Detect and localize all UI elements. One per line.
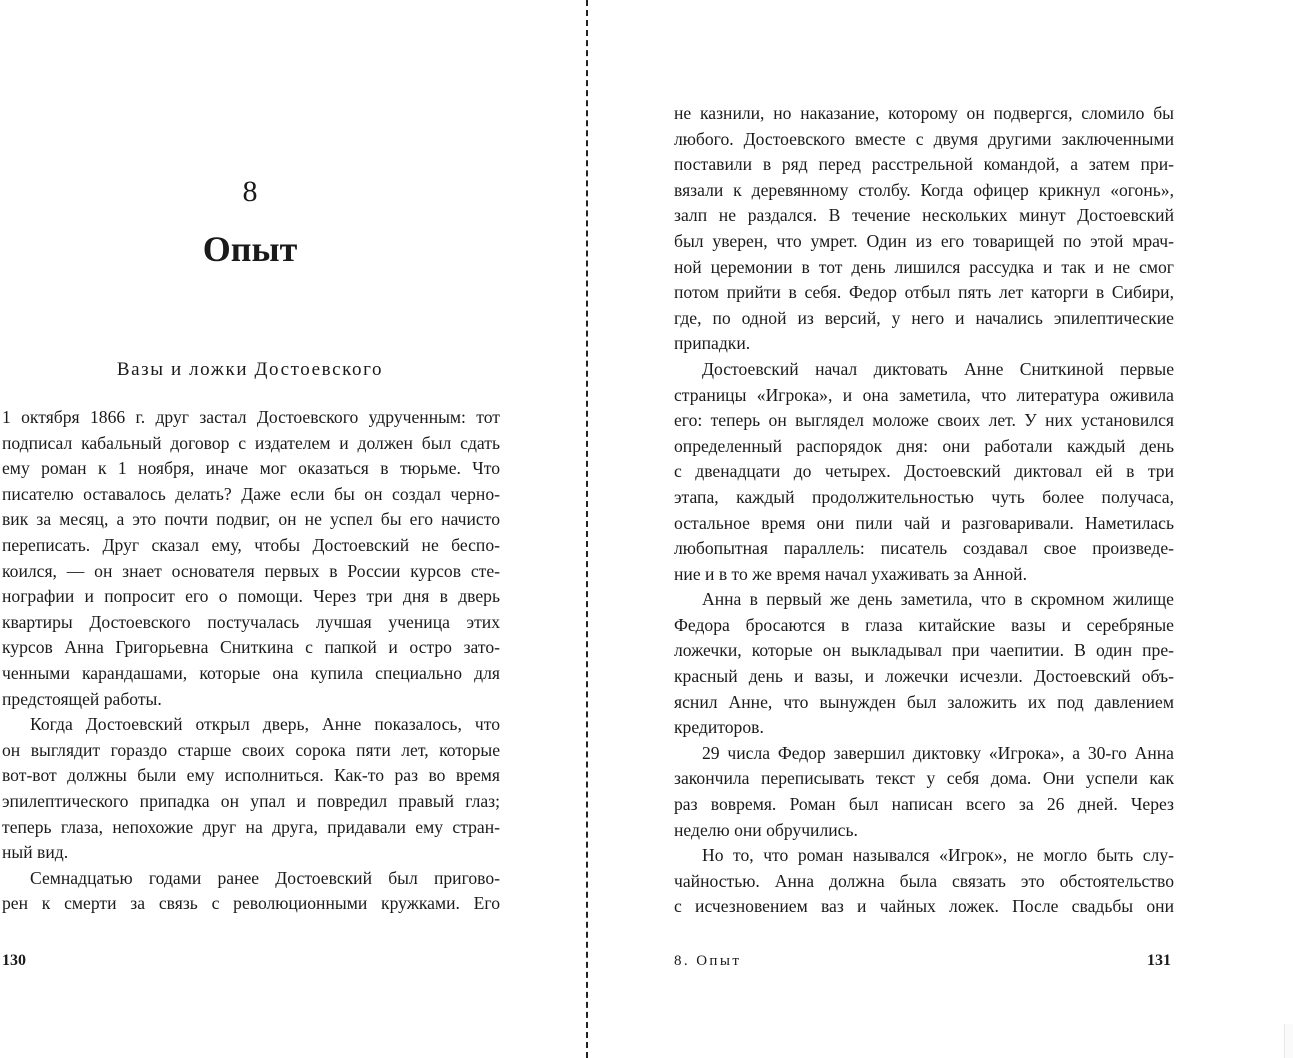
page-number-right: 131	[1147, 952, 1171, 969]
text-line: любого. Достоевского вместе с двумя другими заключенными	[674, 128, 1174, 149]
text-line: с двенадцати до четырех. Достоевский диктовал ей в три	[674, 461, 1174, 482]
text-line: залп не раздался. В течение нескольких минут Достоевский	[674, 205, 1174, 226]
text-line: ложечки, которые он выкладывал при чаепитии. В один пре-	[674, 640, 1174, 661]
text-line: был уверен, что умрет. Один из его товарищей по этой мрач-	[674, 230, 1174, 251]
text-line: раз вовремя. Роман был написан всего за 26 дней. Через	[674, 794, 1174, 815]
chapter-title: Опыт	[202, 229, 298, 269]
text-line: ему роман к 1 ноября, иначе мог оказаться в тюрьме. Что	[2, 458, 500, 479]
text-line: яснил Анне, что вынужден был заложить их под давлением	[674, 691, 1174, 712]
text-line: ный вид.	[2, 842, 69, 863]
chapter-number: 8	[242, 175, 258, 208]
text-line: подписал кабальный договор с издателем и должен был сдать	[2, 432, 500, 453]
text-line: припадки.	[674, 333, 751, 354]
section-title: Вазы и ложки Достоевского	[116, 359, 384, 380]
text-line: любопытная параллель: писатель создавал свое произведе-	[674, 538, 1174, 559]
text-line: теперь глаза, непохожие друг на друга, придавали ему стран-	[2, 816, 500, 837]
text-line: кредиторов.	[674, 717, 764, 738]
text-line: Анна в первый же день заметила, что в скромном жилище	[702, 589, 1174, 610]
text-line: остальное время они пили чай и разговаривали. Наметилась	[674, 512, 1174, 533]
text-line: переписать. Друг сказал ему, чтобы Достоевский не беспо-	[2, 534, 500, 555]
text-line: рен к смерти за связь с революционными кружками. Его	[2, 893, 500, 914]
text-line: он выглядит гораздо старше своих сорока пяти лет, которые	[2, 739, 500, 760]
right-body-text	[674, 101, 1174, 920]
text-line: ченными карандашами, которые она купила специально для	[2, 662, 500, 683]
text-line: Федора бросаются в глаза китайские вазы и серебряные	[674, 614, 1174, 635]
text-line: вот-вот должны были ему исполниться. Как-то раз во время	[2, 765, 500, 786]
text-line: ной церемонии в тот день лишился рассудка и так и не смог	[674, 256, 1174, 277]
text-line: не казнили, но наказание, которому он подвергся, сломило бы	[674, 103, 1174, 123]
text-line: красный день и вазы, и ложечки исчезли. Достоевский объ-	[674, 666, 1174, 687]
text-line: коился, — он знает основателя первых в России курсов сте-	[2, 560, 500, 581]
text-line: определенный распорядок дня: они работали каждый день	[674, 435, 1174, 456]
text-line: ние и в то же время начал ухаживать за Анной.	[674, 563, 1027, 584]
text-line: этапа, каждый продолжительностью чуть более получаса,	[674, 486, 1174, 507]
text-line: чайностью. Анна должна была связать это обстоятельство	[674, 870, 1174, 891]
text-line: 29 числа Федор завершил диктовку «Игрока», а 30-го Анна	[702, 742, 1174, 763]
text-line: Достоевский начал диктовать Анне Сниткиной первые	[702, 358, 1174, 379]
text-line: его: теперь он выглядел моложе своих лет. У них установился	[674, 410, 1174, 431]
text-line: неделю они обручились.	[674, 819, 858, 840]
text-line: нографии и попросит его о помощи. Через три дня в дверь	[2, 586, 500, 607]
text-line: закончила переписывать текст у себя дома. Они успели как	[674, 768, 1174, 789]
text-line: 1 октября 1866 г. друг застал Достоевского удрученным: тот	[2, 407, 500, 427]
text-line: с исчезновением ваз и чайных ложек. После свадьбы они	[674, 896, 1174, 917]
text-line: вик за месяц, а это почти подвиг, он не успел бы его начисто	[2, 509, 500, 530]
page-number-left: 130	[2, 952, 26, 969]
scroll-edge	[1284, 1024, 1293, 1058]
text-line: Когда Достоевский открыл дверь, Анне показалось, что	[30, 714, 500, 735]
left-page	[0, 0, 586, 1058]
text-line: страницы «Игрока», и она заметила, что литература оживила	[674, 384, 1174, 405]
text-line: вязали к деревянному столбу. Когда офицер крикнул «огонь»,	[674, 179, 1174, 200]
left-body-text	[2, 405, 500, 917]
text-line: поставили в ряд перед расстрельной командой, а затем при-	[674, 154, 1174, 175]
text-line: предстоящей работы.	[2, 688, 162, 709]
text-line: Но то, что роман назывался «Игрок», не могло быть слу-	[702, 845, 1174, 866]
text-line: курсов Анна Григорьевна Сниткина с папкой и остро зато-	[2, 637, 500, 658]
text-line: писателю оставалось делать? Даже если бы он создал черно-	[2, 483, 500, 504]
right-page	[588, 0, 1293, 1058]
running-head: 8. Опыт	[674, 953, 742, 969]
text-line: потом прийти в себя. Федор отбыл пять лет каторги в Сибири,	[674, 282, 1174, 303]
text-line: Семнадцатью годами ранее Достоевский был пригово-	[30, 867, 500, 888]
text-line: квартиры Достоевского постучалась лучшая ученица этих	[2, 611, 500, 632]
text-line: где, по одной из версий, у него и начались эпилептические	[674, 307, 1174, 328]
text-line: эпилептического припадка он упал и повредил правый глаз;	[2, 790, 500, 811]
